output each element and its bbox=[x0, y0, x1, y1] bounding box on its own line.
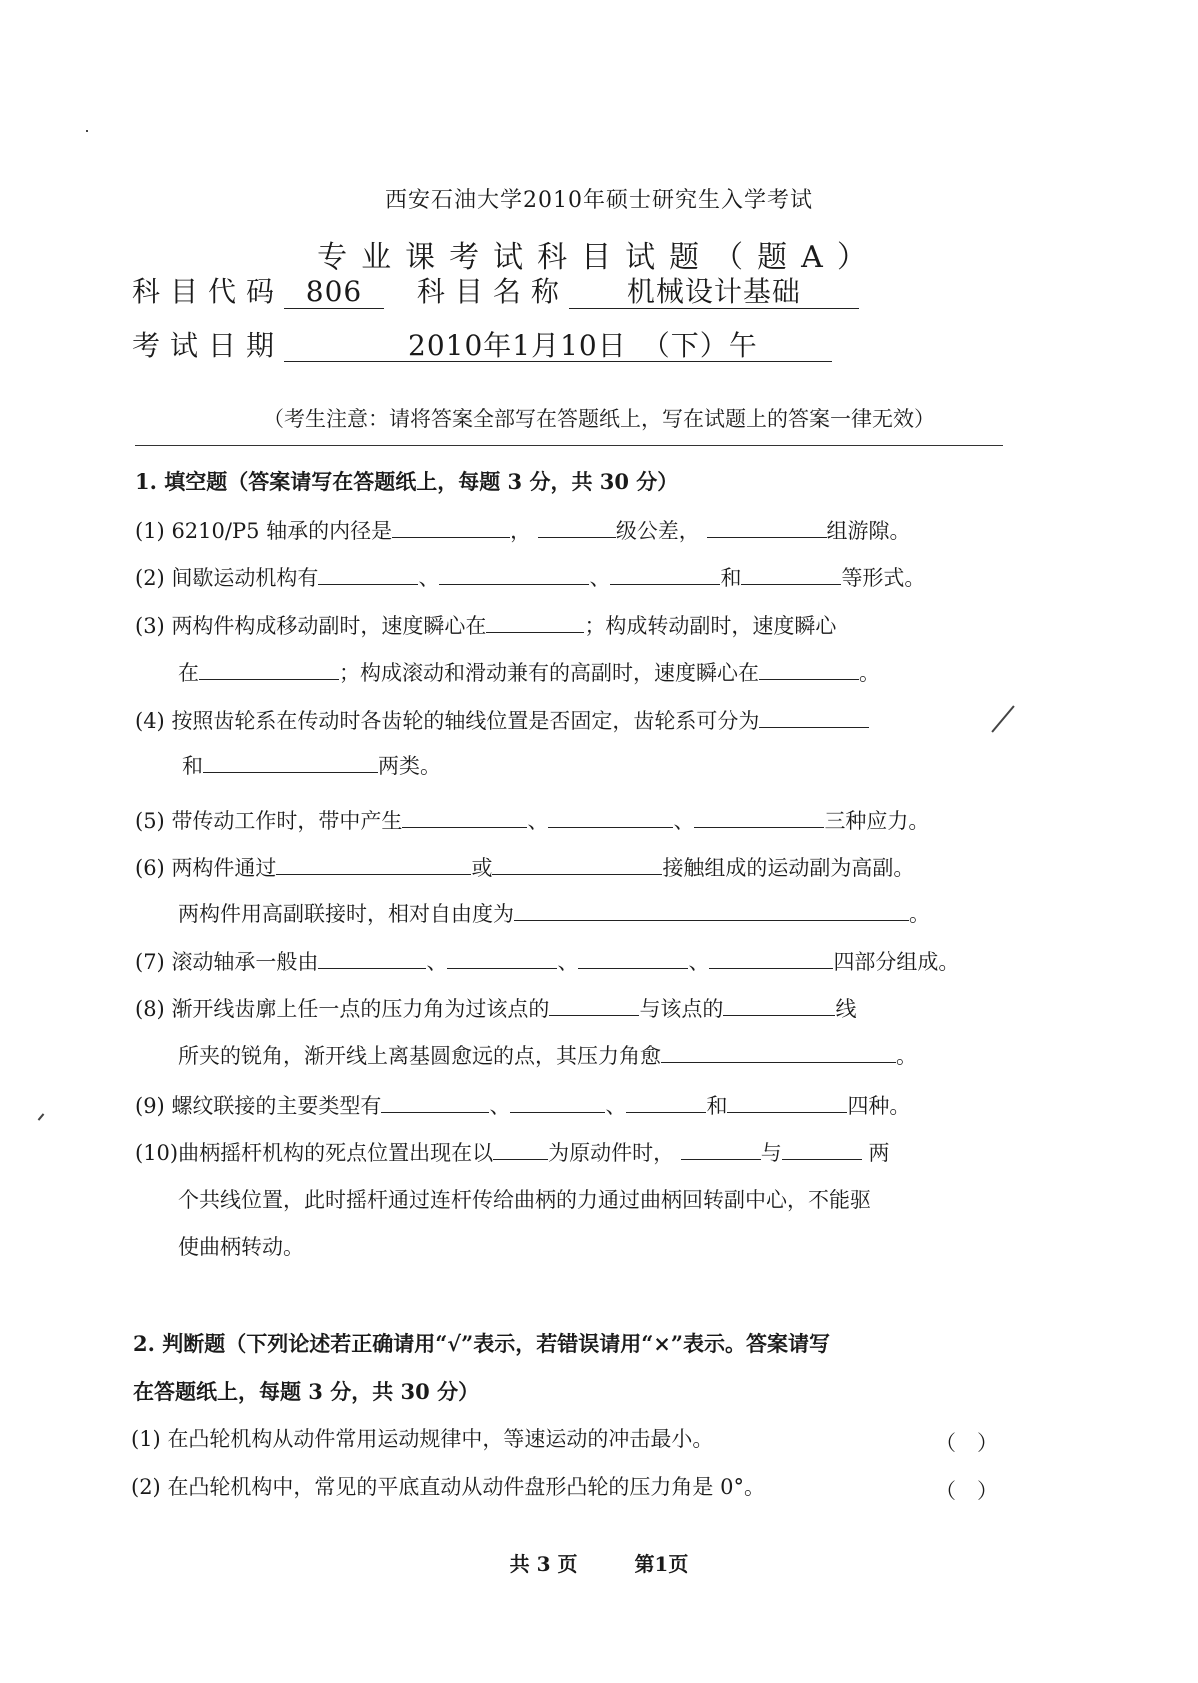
answer-blank bbox=[782, 1137, 862, 1160]
answer-blank bbox=[759, 657, 859, 680]
q1-10: (10)曲柄摇杆机构的死点位置出现在以 为原动件时， 与 两 bbox=[135, 1137, 889, 1168]
q2-2: (2) 在凸轮机构中，常见的平底直动从动件盘形凸轮的压力角是 0°。 bbox=[131, 1475, 765, 1499]
q1-6-cont: 两构件用高副联接时，相对自由度为 。 bbox=[178, 898, 930, 929]
current-page: 第1页 bbox=[634, 1552, 689, 1576]
q-number: (1) bbox=[131, 1427, 161, 1451]
answer-blank bbox=[578, 946, 688, 969]
answer-blank bbox=[510, 1090, 605, 1113]
page-footer bbox=[0, 1548, 1198, 1577]
university-exam-line: 西安石油大学2010年硕士研究生入学考试 bbox=[385, 188, 813, 213]
q1-8: (8) 渐开线齿廓上任一点的压力角为过该点的 与该点的 线 bbox=[135, 993, 856, 1024]
answer-blank bbox=[492, 852, 662, 875]
answer-blank bbox=[199, 657, 339, 680]
answer-blank bbox=[549, 993, 639, 1016]
answer-blank bbox=[741, 562, 841, 585]
answer-blank bbox=[727, 1090, 847, 1113]
code-label: 科目代码 bbox=[132, 275, 285, 308]
q-number: (10) bbox=[135, 1141, 179, 1165]
q2-2-answer-paren: （ ） bbox=[935, 1479, 998, 1503]
q-number: (8) bbox=[135, 997, 165, 1021]
candidate-notice: （考生注意：请将答案全部写在答题纸上，写在试题上的答案一律无效） bbox=[263, 407, 935, 431]
q1-4-cont: 和 两类。 bbox=[182, 750, 441, 781]
answer-blank bbox=[681, 1137, 761, 1160]
q1-6: (6) 两构件通过 或 接触组成的运动副为高副。 bbox=[135, 852, 914, 883]
q-number: (2) bbox=[135, 566, 165, 590]
answer-blank bbox=[203, 750, 378, 773]
answer-blank bbox=[707, 515, 827, 538]
answer-blank bbox=[381, 1090, 489, 1113]
answer-blank bbox=[318, 946, 426, 969]
section2-heading-cont: 在答题纸上，每题 3 分，共 30 分） bbox=[133, 1379, 480, 1404]
q-number: (3) bbox=[135, 614, 165, 638]
q-number: (9) bbox=[135, 1094, 165, 1118]
exam-title: 专业课考试科目试题（题A） bbox=[317, 240, 881, 275]
answer-blank bbox=[493, 1137, 548, 1160]
section1-heading: 1. 填空题（答案请写在答题纸上，每题 3 分，共 30 分） bbox=[135, 469, 679, 494]
q1-10-cont: 个共线位置，此时摇杆通过连杆传给曲柄的力通过曲柄回转副中心，不能驱 bbox=[178, 1188, 871, 1212]
answer-blank bbox=[447, 946, 557, 969]
answer-blank bbox=[759, 705, 869, 728]
answer-blank bbox=[694, 805, 824, 828]
code-value: 806 bbox=[284, 276, 384, 309]
answer-blank bbox=[538, 515, 616, 538]
answer-blank bbox=[548, 805, 673, 828]
q1-1: (1) 6210/P5 轴承的内径是 ， 级公差， 组游隙。 bbox=[135, 515, 911, 546]
answer-blank bbox=[392, 515, 510, 538]
answer-blank bbox=[626, 1090, 706, 1113]
q1-2: (2) 间歇运动机构有 、 、 和 等形式。 bbox=[135, 562, 925, 593]
q-number: (2) bbox=[131, 1475, 161, 1499]
subject-row bbox=[132, 270, 859, 310]
name-label: 科目名称 bbox=[416, 275, 569, 308]
q2-1: (1) 在凸轮机构从动件常用运动规律中，等速运动的冲击最小。 bbox=[131, 1427, 714, 1451]
q1-3-cont: 在 ；构成滚动和滑动兼有的高副时，速度瞬心在 。 bbox=[178, 657, 880, 688]
q1-9: (9) 螺纹联接的主要类型有 、 、 和 四种。 bbox=[135, 1090, 910, 1121]
q-number: (1) bbox=[135, 519, 165, 543]
q-number: (4) bbox=[135, 709, 165, 733]
date-value: 2010年1月10日 （下）午 bbox=[284, 330, 832, 362]
answer-blank bbox=[610, 562, 720, 585]
total-pages: 共 3 页 bbox=[509, 1552, 578, 1576]
section2-heading: 2. 判断题（下列论述若正确请用“√”表示，若错误请用“×”表示。答案请写 bbox=[133, 1331, 830, 1356]
answer-blank bbox=[723, 993, 835, 1016]
name-value: 机械设计基础 bbox=[569, 276, 859, 309]
scan-mark bbox=[38, 1113, 45, 1120]
q1-10-cont2: 使曲柄转动。 bbox=[178, 1235, 304, 1259]
q1-3: (3) 两构件构成移动副时，速度瞬心在 ；构成转动副时，速度瞬心 bbox=[135, 610, 836, 641]
q2-1-answer-paren: （ ） bbox=[935, 1431, 998, 1455]
answer-blank bbox=[486, 610, 584, 633]
answer-blank bbox=[709, 946, 833, 969]
answer-blank bbox=[318, 562, 418, 585]
answer-blank bbox=[661, 1040, 896, 1063]
scan-mark bbox=[991, 705, 1014, 732]
q1-8-cont: 所夹的锐角，渐开线上离基圆愈远的点，其压力角愈 。 bbox=[178, 1040, 917, 1071]
q-number: (6) bbox=[135, 856, 165, 880]
answer-blank bbox=[514, 898, 909, 921]
q-number: (5) bbox=[135, 809, 165, 833]
scan-mark bbox=[86, 130, 88, 132]
date-label: 考试日期 bbox=[132, 329, 285, 362]
answer-blank bbox=[276, 852, 471, 875]
answer-blank bbox=[439, 562, 589, 585]
q1-5: (5) 带传动工作时，带中产生 、 、 三种应力。 bbox=[135, 805, 929, 836]
date-row bbox=[132, 324, 832, 364]
divider bbox=[135, 445, 1003, 446]
q1-7: (7) 滚动轴承一般由 、 、 、 四部分组成。 bbox=[135, 946, 959, 977]
q1-4: (4) 按照齿轮系在传动时各齿轮的轴线位置是否固定，齿轮系可分为 bbox=[135, 705, 869, 736]
answer-blank bbox=[402, 805, 527, 828]
q-number: (7) bbox=[135, 950, 165, 974]
